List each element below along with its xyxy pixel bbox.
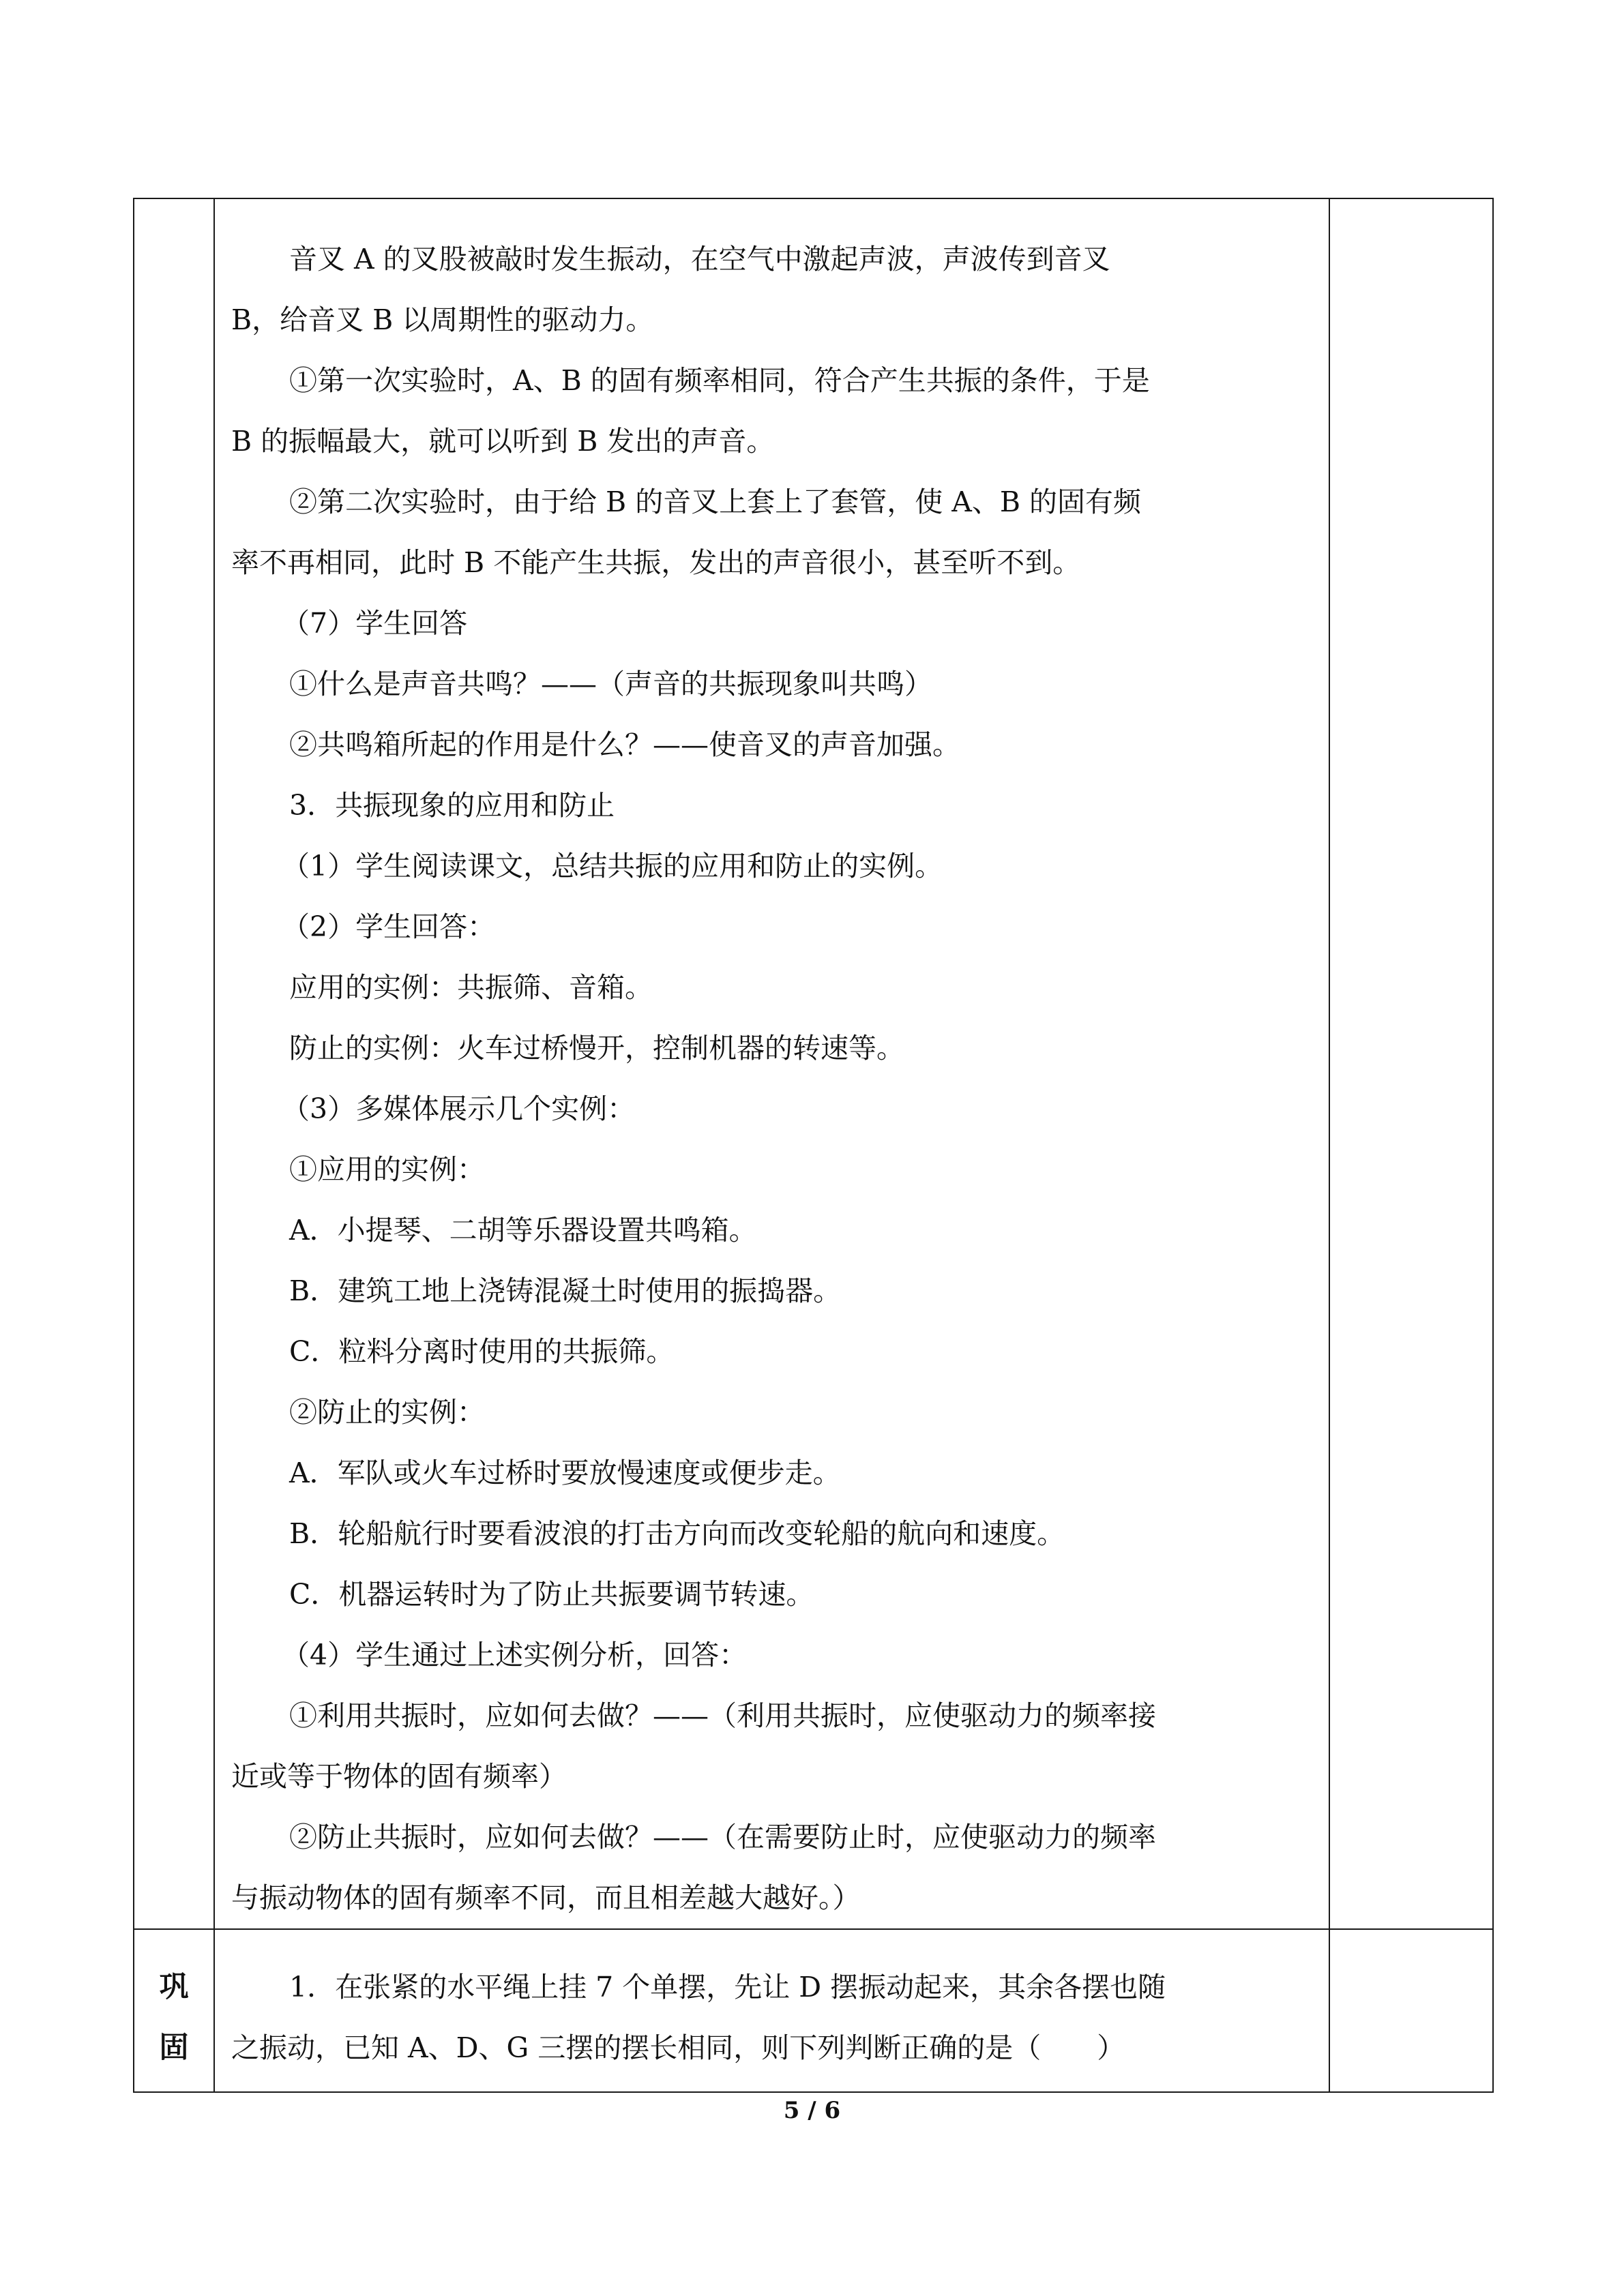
list-item: C．机器运转时为了防止共振要调节转速。 [289,1578,814,1611]
paragraph-line: B，给音叉 B 以周期性的驱动力。 [231,303,654,336]
list-item: C．粒料分离时使用的共振筛。 [289,1335,675,1368]
paragraph-line: （1）学生阅读课文，总结共振的应用和防止的实例。 [282,850,943,882]
content-cell [214,1929,1329,2092]
paragraph-line: 与振动物体的固有频率不同，而且相差越大越好。） [231,1881,861,1914]
paragraph-line: （4）学生通过上述实例分析，回答： [282,1639,748,1671]
paragraph-line: 音叉 A 的叉股被敲时发生振动，在空气中激起声波，声波传到音叉 [289,243,1110,275]
paragraph-line: 率不再相同，此时 B 不能产生共振，发出的声音很小，甚至听不到。 [231,546,1081,579]
section-heading: 3．共振现象的应用和防止 [289,789,615,822]
notes-cell [1329,198,1493,1929]
side-label-cell [134,1929,214,2092]
paragraph-line: ②防止共振时，应如何去做？——（在需要防止时，应使驱动力的频率 [289,1821,1156,1853]
side-label-cell-empty [134,198,214,1929]
paragraph-line: （3）多媒体展示几个实例： [282,1092,636,1125]
section-content [215,199,1329,1928]
list-item: A．军队或火车过桥时要放慢速度或便步走。 [289,1457,841,1489]
paragraph-line: ②防止的实例： [289,1396,485,1429]
table-row [134,1929,1493,2092]
paragraph-line: ①利用共振时，应如何去做？——（利用共振时，应使驱动力的频率接 [289,1699,1156,1732]
paragraph-line: ②第二次实验时，由于给 B 的音叉上套上了套管，使 A、B 的固有频 [289,486,1141,518]
section-content [215,1930,1329,2078]
list-item: A．小提琴、二胡等乐器设置共鸣箱。 [289,1214,757,1247]
lesson-table [133,198,1494,2093]
paragraph-line: 应用的实例：共振筛、音箱。 [289,971,653,1004]
question-line: 之振动，已知 A、D、G 三摆的摆长相同，则下列判断正确的是（ ） [231,2031,1125,2064]
paragraph-line: B 的振幅最大，就可以听到 B 发出的声音。 [231,425,775,458]
paragraph-line: （7）学生回答 [282,607,468,640]
paragraph-line: 防止的实例：火车过桥慢开，控制机器的转速等。 [289,1032,904,1064]
question-line: 1．在张紧的水平绳上挂 7 个单摆，先让 D 摆振动起来，其余各摆也随 [289,1971,1166,2003]
paragraph-line: ①什么是声音共鸣？——（声音的共振现象叫共鸣） [289,668,932,700]
paragraph-line: ①应用的实例： [289,1153,485,1186]
content-cell [214,198,1329,1929]
paragraph-line: （2）学生回答： [282,910,496,943]
paragraph-line: ②共鸣箱所起的作用是什么？——使音叉的声音加强。 [289,728,960,761]
notes-cell [1329,1929,1493,2092]
paragraph-line: ①第一次实验时，A、B 的固有频率相同，符合产生共振的条件，于是 [289,364,1150,397]
list-item: B．轮船航行时要看波浪的打击方向而改变轮船的航向和速度。 [289,1517,1065,1550]
table-row [134,198,1493,1929]
section-label: 巩固 [159,1970,189,2065]
page-number: 5 / 6 [783,2097,841,2124]
paragraph-line: 近或等于物体的固有频率） [231,1760,567,1793]
list-item: B．建筑工地上浇铸混凝土时使用的振捣器。 [289,1274,842,1307]
